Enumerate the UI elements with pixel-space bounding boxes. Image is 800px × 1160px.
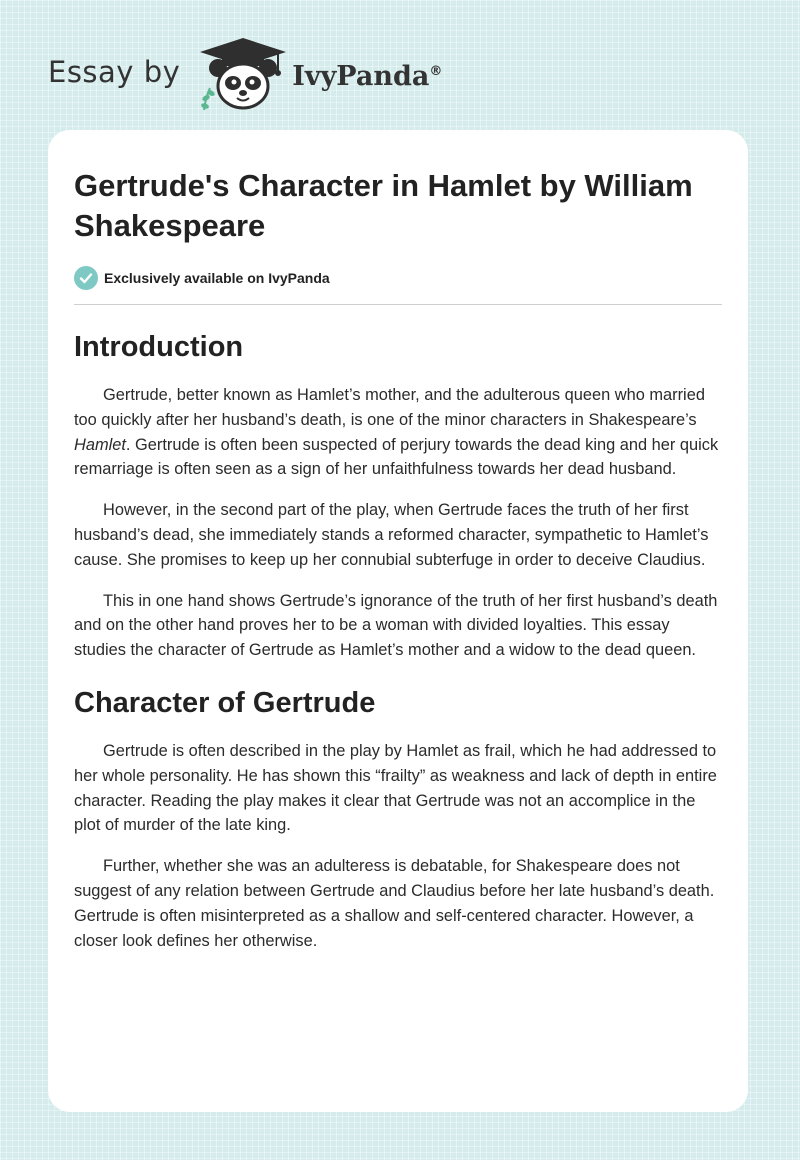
article-card <box>48 130 748 1112</box>
site-logo[interactable] <box>48 34 442 114</box>
exclusive-badge-label: Exclusively available on IvyPanda <box>104 270 330 286</box>
brand-name-text: IvyPanda <box>292 60 430 92</box>
brand-name <box>292 61 442 92</box>
page-title: Gertrude's Character in Hamlet by William Shakespeare <box>74 168 693 243</box>
checkmark-icon <box>74 266 98 290</box>
paragraph <box>74 383 722 482</box>
paragraph-text: . Gertrude is often been suspected of perjury towards the dead king and her quick remarriage is often seen as a sign of her unfaithfulness towards her dead husband. <box>74 435 719 479</box>
brand-prefix: Essay by <box>48 55 181 89</box>
panda-graduation-cap-icon <box>196 36 290 112</box>
paragraph: Gertrude is often described in the play by Hamlet as frail, which he had addressed to her whole personality. He has shown this “frailty” as weakness and lack of depth in entire character. Reading the play makes it clear that Gertrude was not an accomplice in the plot of murder of the late king. <box>74 741 717 835</box>
play-title-italic: Hamlet <box>74 435 126 454</box>
paragraph: However, in the second part of the play, when Gertrude faces the truth of her first husband’s dead, she immediately stands a reformed character, sympathetic to Hamlet’s cause. She promises to keep up her connubial subterfuge in order to deceive Claudius. <box>74 501 709 569</box>
section-heading: Introduction <box>74 331 244 363</box>
paragraph: This in one hand shows Gertrude’s ignorance of the truth of her first husband’s death and on the other hand proves her to be a woman with divided loyalties. This essay studies the character of Gertrude as Hamlet’s mother and a widow to the dead queen. <box>74 591 718 660</box>
exclusive-badge <box>74 266 722 290</box>
registered-mark: ® <box>429 63 443 79</box>
title-divider <box>74 304 722 305</box>
paragraph-text: Gertrude, better known as Hamlet’s mother, and the adulterous queen who married too quickly after her husband’s death, is one of the minor characters in Shakespeare’s <box>74 386 705 429</box>
section-introduction <box>74 327 722 663</box>
paragraph: Further, whether she was an adulteress is debatable, for Shakespeare does not suggest of any relation between Gertrude and Claudius before her late husband’s death. Gertrude is often misinterpreted as a shallow and self-centered character. However, a closer look defines her otherwise. <box>74 857 715 950</box>
section-character-of-gertrude <box>74 683 722 953</box>
section-heading: Character of Gertrude <box>74 686 376 719</box>
